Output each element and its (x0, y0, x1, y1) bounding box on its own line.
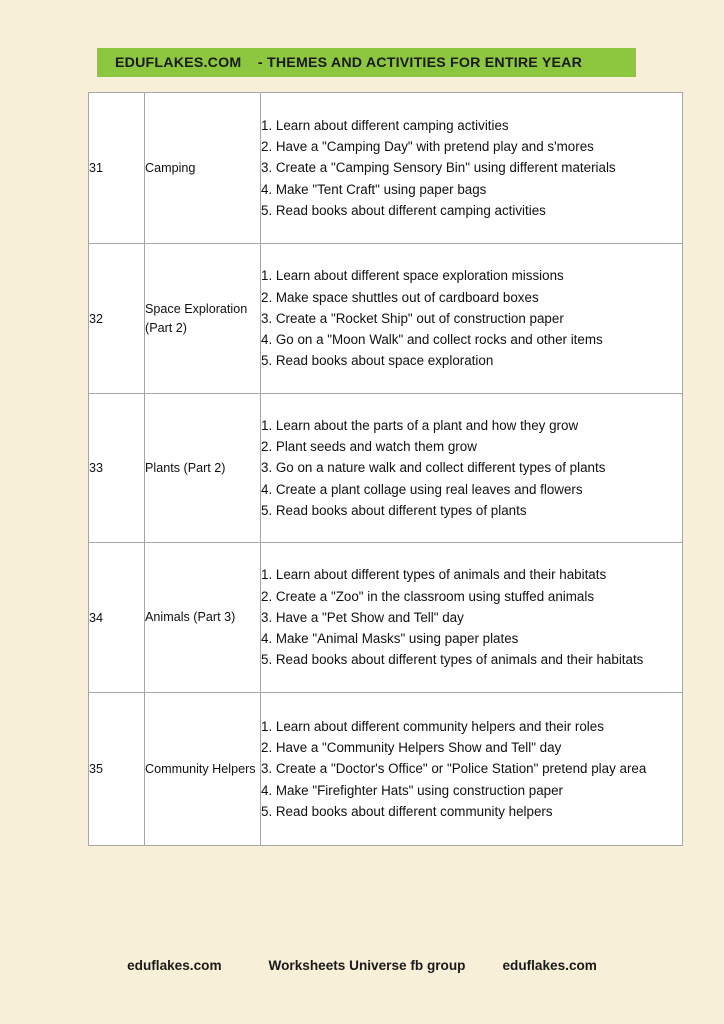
theme-label: Plants (Part 2) (145, 460, 226, 475)
table-body (89, 93, 683, 846)
row-number-cell (89, 693, 145, 846)
row-number: 34 (89, 610, 104, 625)
activity-item: 5. Read books about different types of animals and their habitats (261, 652, 644, 668)
activity-item: 3. Create a "Rocket Ship" out of construction paper (261, 310, 564, 326)
row-activities-cell (261, 93, 683, 244)
activity-item: 5. Read books about space exploration (261, 353, 494, 369)
row-activities-cell (261, 693, 683, 846)
activity-item: 4. Make "Firefighter Hats" using construction paper (261, 782, 564, 798)
activity-item: 5. Read books about different types of plants (261, 502, 527, 518)
table-row (89, 394, 683, 543)
row-theme-cell (145, 93, 261, 244)
table-row (89, 93, 683, 244)
row-number: 33 (89, 461, 104, 475)
activity-item: 1. Learn about different community helpers and their roles (261, 718, 604, 734)
activity-item: 2. Plant seeds and watch them grow (261, 439, 477, 455)
row-number: 32 (89, 311, 104, 326)
footer-center-group: Worksheets Universe fb group (268, 958, 466, 973)
page-title: EDUFLAKES.COM - THEMES AND ACTIVITIES FOR ENTIRE YEAR (115, 54, 583, 71)
table-row (89, 244, 683, 394)
activity-item: 1. Learn about different types of animals and their habitats (261, 567, 607, 583)
activity-item: 3. Go on a nature walk and collect different types of plants (261, 460, 606, 476)
theme-label: Camping (145, 160, 196, 175)
theme-label: Animals (Part 3) (145, 610, 236, 625)
table-row (89, 543, 683, 693)
row-theme-cell (145, 693, 261, 846)
table-row (89, 693, 683, 846)
activity-item: 4. Make "Animal Masks" using paper plates (261, 631, 519, 647)
activity-item: 5. Read books about different camping activities (261, 202, 546, 218)
row-number: 35 (89, 762, 104, 776)
row-number-cell (89, 394, 145, 543)
theme-label: Community Helpers (145, 761, 256, 776)
page-footer (0, 958, 724, 973)
activity-item: 2. Create a "Zoo" in the classroom using stuffed animals (261, 588, 595, 604)
activity-item: 2. Have a "Community Helpers Show and Tell" day (261, 740, 562, 756)
row-theme-cell (145, 543, 261, 693)
row-activities-cell (261, 543, 683, 693)
activity-item: 4. Go on a "Moon Walk" and collect rocks and other items (261, 332, 603, 348)
activity-item: 2. Have a "Camping Day" with pretend play and s'mores (261, 139, 594, 155)
row-number-cell (89, 93, 145, 244)
activity-item: 4. Create a plant collage using real leaves and flowers (261, 481, 583, 497)
activity-item: 4. Make "Tent Craft" using paper bags (261, 181, 487, 197)
row-theme-cell (145, 394, 261, 543)
themes-activities-table (88, 92, 683, 846)
row-activities-cell (261, 244, 683, 394)
activity-item: 1. Learn about the parts of a plant and how they grow (261, 417, 579, 433)
row-activities-cell (261, 394, 683, 543)
activity-item: 1. Learn about different space exploration missions (261, 268, 564, 284)
footer-right-brand: eduflakes.com (502, 958, 597, 973)
activity-item: 5. Read books about different community helpers (261, 803, 553, 819)
header-banner (97, 48, 636, 77)
activity-item: 3. Create a "Doctor's Office" or "Police Station" pretend play area (261, 761, 647, 777)
row-number-cell (89, 543, 145, 693)
activity-item: 3. Have a "Pet Show and Tell" day (261, 609, 464, 625)
activity-item: 2. Make space shuttles out of cardboard boxes (261, 289, 539, 305)
activity-item: 3. Create a "Camping Sensory Bin" using different materials (261, 160, 616, 176)
row-theme-cell (145, 244, 261, 394)
footer-left-brand: eduflakes.com (127, 958, 222, 973)
activity-item: 1. Learn about different camping activities (261, 117, 509, 133)
row-number: 31 (89, 161, 104, 175)
row-number-cell (89, 244, 145, 394)
theme-label: Space Exploration (Part 2) (145, 302, 248, 335)
